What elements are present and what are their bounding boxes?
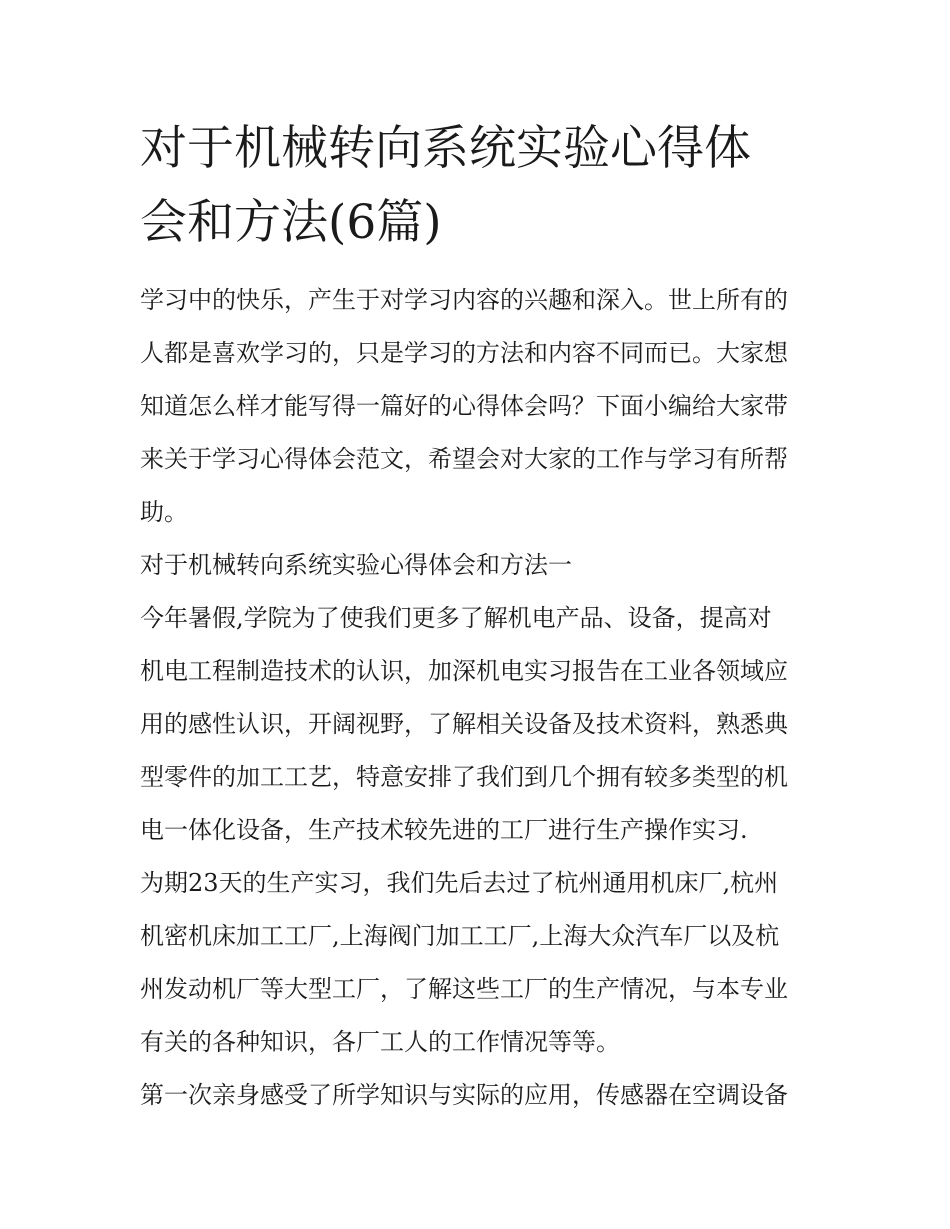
body-paragraph-1: 今年暑假,学院为了使我们更多了解机电产品、设备，提高对 机电工程制造技术的认识，加深机电实习报告在工业各领域应 用的感性认识，开阔视野，了解相关设备及技术资料，熟悉典 型零件的加工工艺，特意安排了我们到几个拥有较多类型的机 电一体化设备，生产技术较先进的工厂进行生产操作实习.	[140, 604, 788, 844]
section-heading: 对于机械转向系统实验心得体会和方法一	[140, 551, 572, 579]
body-paragraph-2: 为期23天的生产实习，我们先后去过了杭州通用机床厂,杭州 机密机床加工工厂,上海阀门加工工厂,上海大众汽车厂以及杭 州发动机厂等大型工厂，了解这些工厂的生产情况，与本专业 有关的各种知识，各厂工人的工作情况等等。	[140, 869, 788, 1056]
title-line-1: 对于机械转向系统实验心得体	[140, 121, 751, 176]
document-title	[140, 112, 820, 260]
document-page	[140, 112, 820, 1122]
body-paragraph-3: 第一次亲身感受了所学知识与实际的应用，传感器在空调设备	[140, 1081, 788, 1109]
intro-paragraph: 学习中的快乐，产生于对学习内容的兴趣和深入。世上所有的 人都是喜欢学习的，只是学习的方法和内容不同而已。大家想 知道怎么样才能写得一篇好的心得体会吗？下面小编给大家带 来关于学习心得体会范文，希望会对大家的工作与学习有所帮 助。	[140, 286, 788, 526]
title-line-2: 会和方法(6篇)	[140, 195, 442, 250]
